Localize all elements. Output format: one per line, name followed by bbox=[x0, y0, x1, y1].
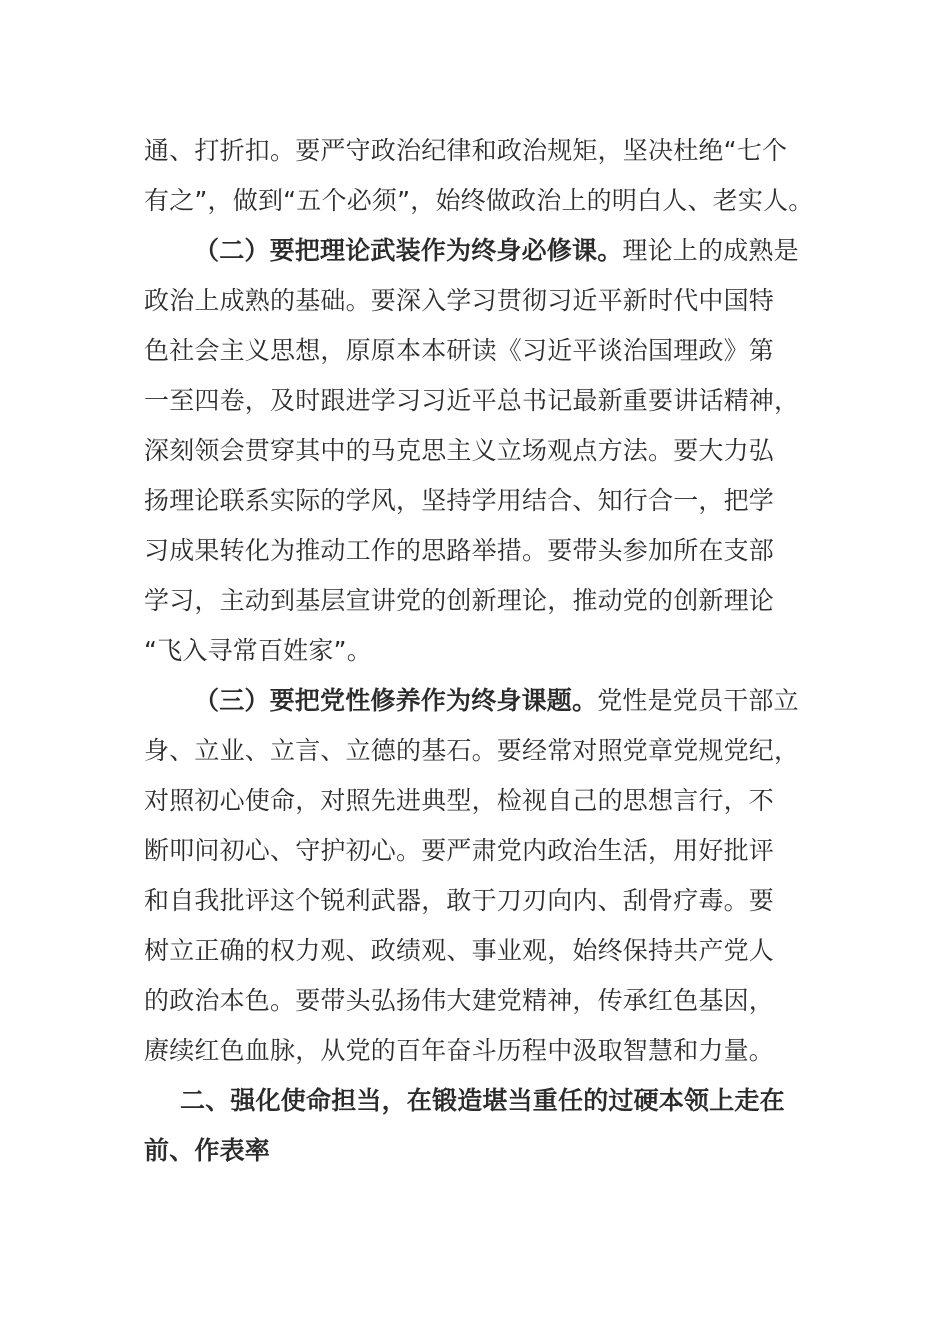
main-heading-line: 二、强化使命担当，在锻造堪当重任的过硬本领上走在 bbox=[180, 1086, 785, 1115]
paragraph-line: 对照初心使命，对照先进典型，检视自己的思想言行，不 bbox=[144, 786, 775, 815]
paragraph-line: 通、打折扣。要严守政治纪律和政治规矩，坚决杜绝“七个 bbox=[144, 136, 788, 165]
paragraph-line: 习成果转化为推动工作的思路举措。要带头参加所在支部 bbox=[144, 536, 775, 565]
paragraph-line: 扬理论联系实际的学风，坚持学用结合、知行合一，把学 bbox=[144, 486, 775, 515]
paragraph-line: 断叩问初心、守护初心。要严肃党内政治生活，用好批评 bbox=[144, 836, 775, 865]
main-heading-line: 前、作表率 bbox=[144, 1136, 271, 1165]
section-2-text: 理论上的成熟是 bbox=[622, 236, 799, 265]
paragraph-line: 学习，主动到基层宣讲党的创新理论，推动党的创新理论 bbox=[144, 586, 775, 615]
paragraph-line: 的政治本色。要带头弘扬伟大建党精神，传承红色基因， bbox=[144, 986, 775, 1015]
section-2-first-line bbox=[144, 226, 824, 276]
paragraph-line: “飞入寻常百姓家”。 bbox=[144, 636, 372, 665]
paragraph-line: 政治上成熟的基础。要深入学习贯彻习近平新时代中国特 bbox=[144, 286, 775, 315]
paragraph-line: 树立正确的权力观、政绩观、事业观，始终保持共产党人 bbox=[144, 936, 775, 965]
paragraph-line: 身、立业、立言、立德的基石。要经常对照党章党规党纪， bbox=[144, 736, 800, 765]
section-3-heading: （三）要把党性修养作为终身课题。 bbox=[194, 686, 598, 715]
paragraph-line: 一至四卷，及时跟进学习习近平总书记最新重要讲话精神， bbox=[144, 386, 800, 415]
section-2-heading: （二）要把理论武装作为终身必修课。 bbox=[194, 236, 623, 265]
paragraph-line: 有之”，做到“五个必须”，始终做政治上的明白人、老实人。 bbox=[144, 186, 814, 215]
paragraph-line: 赓续红色血脉，从党的百年奋斗历程中汲取智慧和力量。 bbox=[144, 1036, 775, 1065]
paragraph-line: 色社会主义思想，原原本本研读《习近平谈治国理政》第 bbox=[144, 336, 775, 365]
document-body bbox=[144, 126, 824, 1176]
paragraph-line: 和自我批评这个锐利武器，敢于刀刃向内、刮骨疗毒。要 bbox=[144, 886, 775, 915]
section-3-first-line bbox=[144, 676, 824, 726]
paragraph-line: 深刻领会贯穿其中的马克思主义立场观点方法。要大力弘 bbox=[144, 436, 775, 465]
section-3-text: 党性是党员干部立 bbox=[597, 686, 799, 715]
